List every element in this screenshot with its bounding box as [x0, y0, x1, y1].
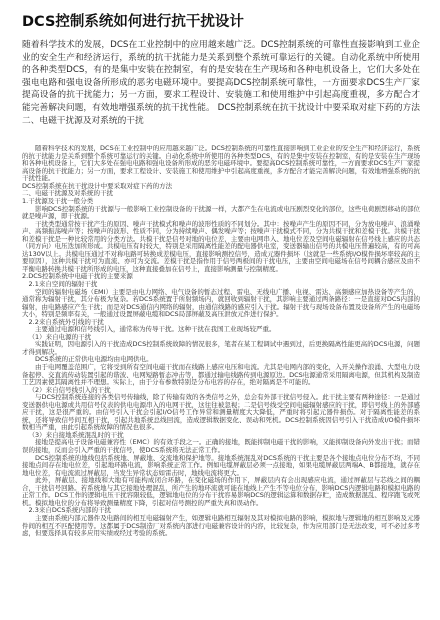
subsection-heading: 2.3来自DCS系统内部的干扰 [28, 506, 112, 515]
body-paragraph: 主要通过电源和信号线引入，通常称为传导干扰。这种干扰在我国工业现场较严重。 [35, 325, 276, 334]
body-paragraph: 实践证明，因电源引入的干扰造成DCS控制系统故障的情况很多，笔者在某工程调试中遇到过，后更换隔离性能更高的DCS电源，问题才得到解决。 [22, 340, 420, 356]
body-paragraph: 由于电网覆盖范围广，它将受到所有空间电磁干扰而在线路上感应电压和电流。尤其是电网内部的变化，入开关操作浪涌、大型电力设备起停、交直流传动装置引起的谐波、电网短路暂态冲击等，都通过输电线路传到电源原边。DCS电源通常采用隔离电源，但其机构及制造工艺因素使其隔离性并不理想。实际上，由于分布参数特别是分布电容的存在，绝对隔离是不可能的。 [22, 363, 420, 387]
document-title: DCS控制系统如何进行抗干扰设计 [22, 14, 244, 30]
subsection-heading: 2.1来自空间的辐射干扰 [28, 280, 98, 288]
document-body [22, 145, 420, 620]
body-paragraph: 接地是提高电子设备电磁兼容性（EMC）的有效手段之一。正确的接地，既能抑制电磁干扰的影响，又能抑制设备向外发出干扰；而错误的接地，反而会引入严重的干扰信号，使DCS系统将无法正常工作。 [22, 438, 420, 455]
body-paragraph: 干扰类型通常按干扰产生的原因、噪声干扰模式和噪声的波形性质的不同划分。其中：按噪声产生的原因不同，分为放电噪声、浪涌噪声、高频振荡噪声等；按噪声的波形、性质不同，分为持续噪声、偶发噪声等；按噪声干扰模式不同，分为共模干扰和差模干扰。共模干扰和差模干扰是一种比较常用的分类方法。共模干扰是信号对地的电位差，主要由电网串入、地电位差及空间电磁辐射在信号线上感应的共态（同方向）电压迭加所形成。共模电压有时较大，特别是采用隔离性能差的配电器供电室，变送器输出信号的共模电压普遍较高，有的可高达130V以上。共模电压通过不对称电路可转换成差模电压，直接影响测控信号，造成元器件损坏（这就是一些系统I/O模件损坏率较高的主要原因），这种共模干扰可为直流、亦可为交流。差模干扰是指作用于信号两极间的干扰电压，主要由空间电磁场在信号间耦合感应及由不平衡电路转换共模干扰所形成的电压，这种直接叠加在信号上，直接影响测量与控制精度。 [22, 219, 420, 273]
subsection-heading: 1.干扰源及干扰一般分类 [22, 196, 94, 205]
body-paragraph: 空间的辐射电磁场（EMI）主要是由电力网络、电气设备的暂态过程、雷电、无线电广播、电视、雷达、高频感应加热设备等产生的，通常称为辐射干扰，其分布极为复杂。若DCS系统置于所射频场内，就回收到辐射干扰，其影响主要通过两条路径：一是直接对DCS内部的辐射，由电路感应产生干扰；而是对DCS通信内网络的辐射，由通信线路的感应引入干扰。辐射干扰与现场设备布置及设备所产生的电磁场大小，特别是频率有关，一般通过设置屏蔽电缆和DCS局部屏蔽及高压泄放元件进行保护。 [22, 287, 420, 319]
lead-paragraph: 随着科学技术的发展，DCS在工业控制中的应用越来越广泛。DCS控制系统的可靠性直接影响到工业企业的安全生产和经济运行，系统的抗干扰能力是关系到整个系统可靠运行的关键。自动化系统中所使用的各种类型DCS，有的是集中安装在控制室，有的是安装在生产现场和各种电机设备上，它们大多处在强电电路和强电设备所形成的恶劣电磁环境中。要提高DCS控制系统可靠性，一方面要求DCS生产厂家提高设备的抗干扰能力；另一方面，要求工程设计、安装施工和使用维护中引起高度重视，多方配合才能完善解决问题，有效地增强系统的抗干扰性能。 DCS控制系统在抗干扰设计中要采取对症下药的方法 二、电磁干扰源及对系统的干扰 [22, 40, 438, 126]
body-paragraph: 主要由系统内部元器件及电路间的相互电磁辐射产生，如逻辑电路相互辐射及其对模拟电路的影响，模拟地与逻辑地的相互影响及元器件间的相互不匹配使用等。这都属于DCS制造厂对系统内部进行电磁兼容设计的内容，比较复杂，作为应用部门是无法改变，可不必过多考虑，但要选择具有较多应用实绩或经过考验的系统。 [22, 513, 420, 538]
body-paragraph: 随着科学技术的发展，DCS在工业控制中的应用越来越广泛。DCS控制系统的可靠性直接影响到工业企业的安全生产和经济运行，系统的抗干扰能力是关系到整个系统可靠运行的关键。自动化系统中所使用的各种类型DCS，有的是集中安装在控制室，有的是安装在生产现场和各种电机设备上，它们大多处在强电电路和强电设备所形成的恶劣电磁环境中。要提高DCS控制系统可靠性，一方面要求DCS生产厂家提高设备的抗干扰能力；另一方面，要求工程设计、安装施工和使用维护中引起高度重视，多方配合才能完善解决问题，有效地增强系统的抗干扰性能。 [22, 145, 420, 183]
body-paragraph: 此外，屏蔽层、接地线和大地有可能构成闭合环路，在变化磁场的作用下，屏蔽层内有会出现感应电流，通过屏蔽层与芯线之间的耦合，干扰信号回路。若系统地与其它接地处理混乱，所产生的地环流就可能在地线上产生不等电位分布，影响DCS内逻辑电路和模拟电路的正常工作。DCS工作的逻辑电压干扰容限较低，逻辑地电位的分布干扰容易影响DCS的逻辑运算和数据存贮，造成数据混乱、程序跑飞或死机。模拟地电位的分布将导致测量精度下降，引起对信号测控的严重失真和误动作。 [22, 476, 420, 507]
subsection-heading: 2.DCS控制系统中电磁干扰的主要来源 [22, 272, 133, 281]
body-paragraph: 与DCS控制系统连接的各类信号传输线，除了传输有效的各类信号之外，总会有外部干扰信号侵入。此干扰主要有两种途径：一是通过变送器供电电源或共用信号仪表的供电电源串入的电网干扰，这往往被忽视；二是信号线受空间电磁辐射感应的干扰，即信号线上的外部感应干扰，这是很严重的。由信号引入干扰会引起I/O信号工作异常和测量精度大大降低，严重时将引起元器件损伤。对于隔离性能差的系统，还将导致信号间互相干扰，引起共地系统总线回流，造成逻辑数据变化、误动和死机。DCS控制系统因信号引入干扰造成I/O模件损坏数相当严重，由此引起系统故障的情况也很多。 [22, 393, 420, 432]
subsection-heading: 2.2来自系统外引线的干扰 [28, 317, 104, 326]
body-paragraph: DCS控制系统的地线包括系统地、屏蔽地、交流地和保护地等。接地系统混乱对DCS系统的干扰主要是各个接地点电位分布不均，不同接地点间存在地电位差，引起地环路电流，影响系统正常工作。例如电缆屏蔽层必须一点接地，如果电缆屏蔽层两端A、B都接地，就存在地电位差，有电流流过屏蔽层，当发生异常状态如雷击时，地线电流将更大。 [22, 453, 420, 477]
section-heading: 二、电磁干扰源及对系统的干扰 [22, 189, 113, 198]
body-paragraph: 影响DCS控制系统的干扰源与一般影响工业控制设备的干扰源一样，大都产生在电流或电压剧烈变化的部位，这些电荷剧烈移动的部位就是噪声源，即干扰源。 [22, 204, 420, 221]
subsection-heading: （3）来自接地系统混乱时的干扰 [28, 430, 124, 439]
subsection-heading: （1）来自电源的干扰 [28, 332, 92, 341]
body-paragraph: DCS系统的正常供电电源均由电网供电。 [35, 355, 153, 364]
section-heading: DCS控制系统在抗干扰设计中要采取对症下药的方法 [22, 181, 173, 190]
subsection-heading: （2）来自信号线引入的干扰 [28, 385, 111, 394]
